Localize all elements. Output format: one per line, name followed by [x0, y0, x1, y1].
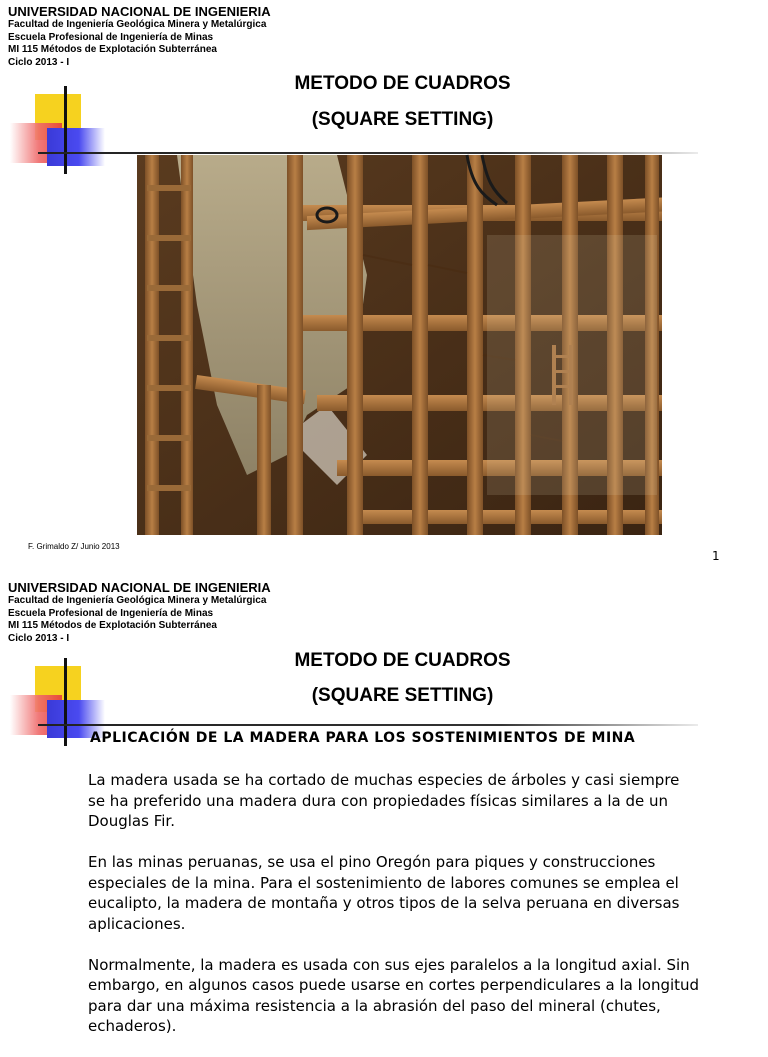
- blue-square: [47, 128, 105, 166]
- horizontal-rule: [38, 152, 698, 154]
- section-heading: APLICACIÓN DE LA MADERA PARA LOS SOSTENIMIENTOS DE MINA: [90, 730, 636, 746]
- paragraph: Normalmente, la madera es usada con sus ejes paralelos a la longitud axial. Sin embargo, en algunos casos puede usarse en cortes perpendiculares a la longitud para dar una máxima resistencia a la abrasión del paso del mineral (chutes, echaderos).: [88, 955, 700, 1035]
- vertical-rule: [64, 658, 67, 746]
- slide-title-line1: METODO DE CUADROS: [294, 650, 511, 671]
- slide-title-line2: (SQUARE SETTING): [311, 685, 494, 706]
- cycle-label: Ciclo 2013 - I: [8, 56, 70, 68]
- horizontal-rule: [38, 724, 698, 726]
- paragraph: En las minas peruanas, se usa el pino Oregón para piques y construcciones especiales de la mina. Para el sostenimiento de labores comunes se emplea el eucalipto, la madera de montaña y otros tipos de la selva peruana en diversas aplicaciones.: [88, 853, 680, 933]
- cycle-label: Ciclo 2013 - I: [8, 632, 70, 644]
- faculty-name: Facultad de Ingeniería Geológica Minera y Metalúrgica: [8, 19, 267, 30]
- slide-2: [0, 572, 768, 1035]
- slide-footer: F. Grimaldo Z/ Junio 2013: [28, 542, 120, 551]
- faculty-name: Facultad de Ingeniería Geológica Minera y Metalúrgica: [8, 595, 267, 606]
- school-name: Escuela Profesional de Ingeniería de Minas: [8, 31, 214, 43]
- university-name: UNIVERSIDAD NACIONAL DE INGENIERIA: [8, 580, 271, 595]
- school-name: Escuela Profesional de Ingeniería de Minas: [8, 607, 214, 619]
- body-text: [88, 770, 700, 1057]
- header: [8, 580, 271, 645]
- page-number: 1: [712, 549, 720, 563]
- vertical-rule: [64, 86, 67, 174]
- header: [8, 4, 271, 69]
- square-setting-photo: [137, 155, 662, 535]
- slide-title-line1: METODO DE CUADROS: [294, 73, 511, 94]
- paragraph: La madera usada se ha cortado de muchas especies de árboles y casi siempre se ha preferido una madera dura con propiedades físicas similares a la de un Douglas Fir.: [88, 771, 680, 830]
- course-name: MI 115 Métodos de Explotación Subterránea: [8, 620, 217, 631]
- course-name: MI 115 Métodos de Explotación Subterránea: [8, 44, 217, 55]
- slide-title-line2: (SQUARE SETTING): [311, 109, 494, 130]
- university-name: UNIVERSIDAD NACIONAL DE INGENIERIA: [8, 4, 271, 19]
